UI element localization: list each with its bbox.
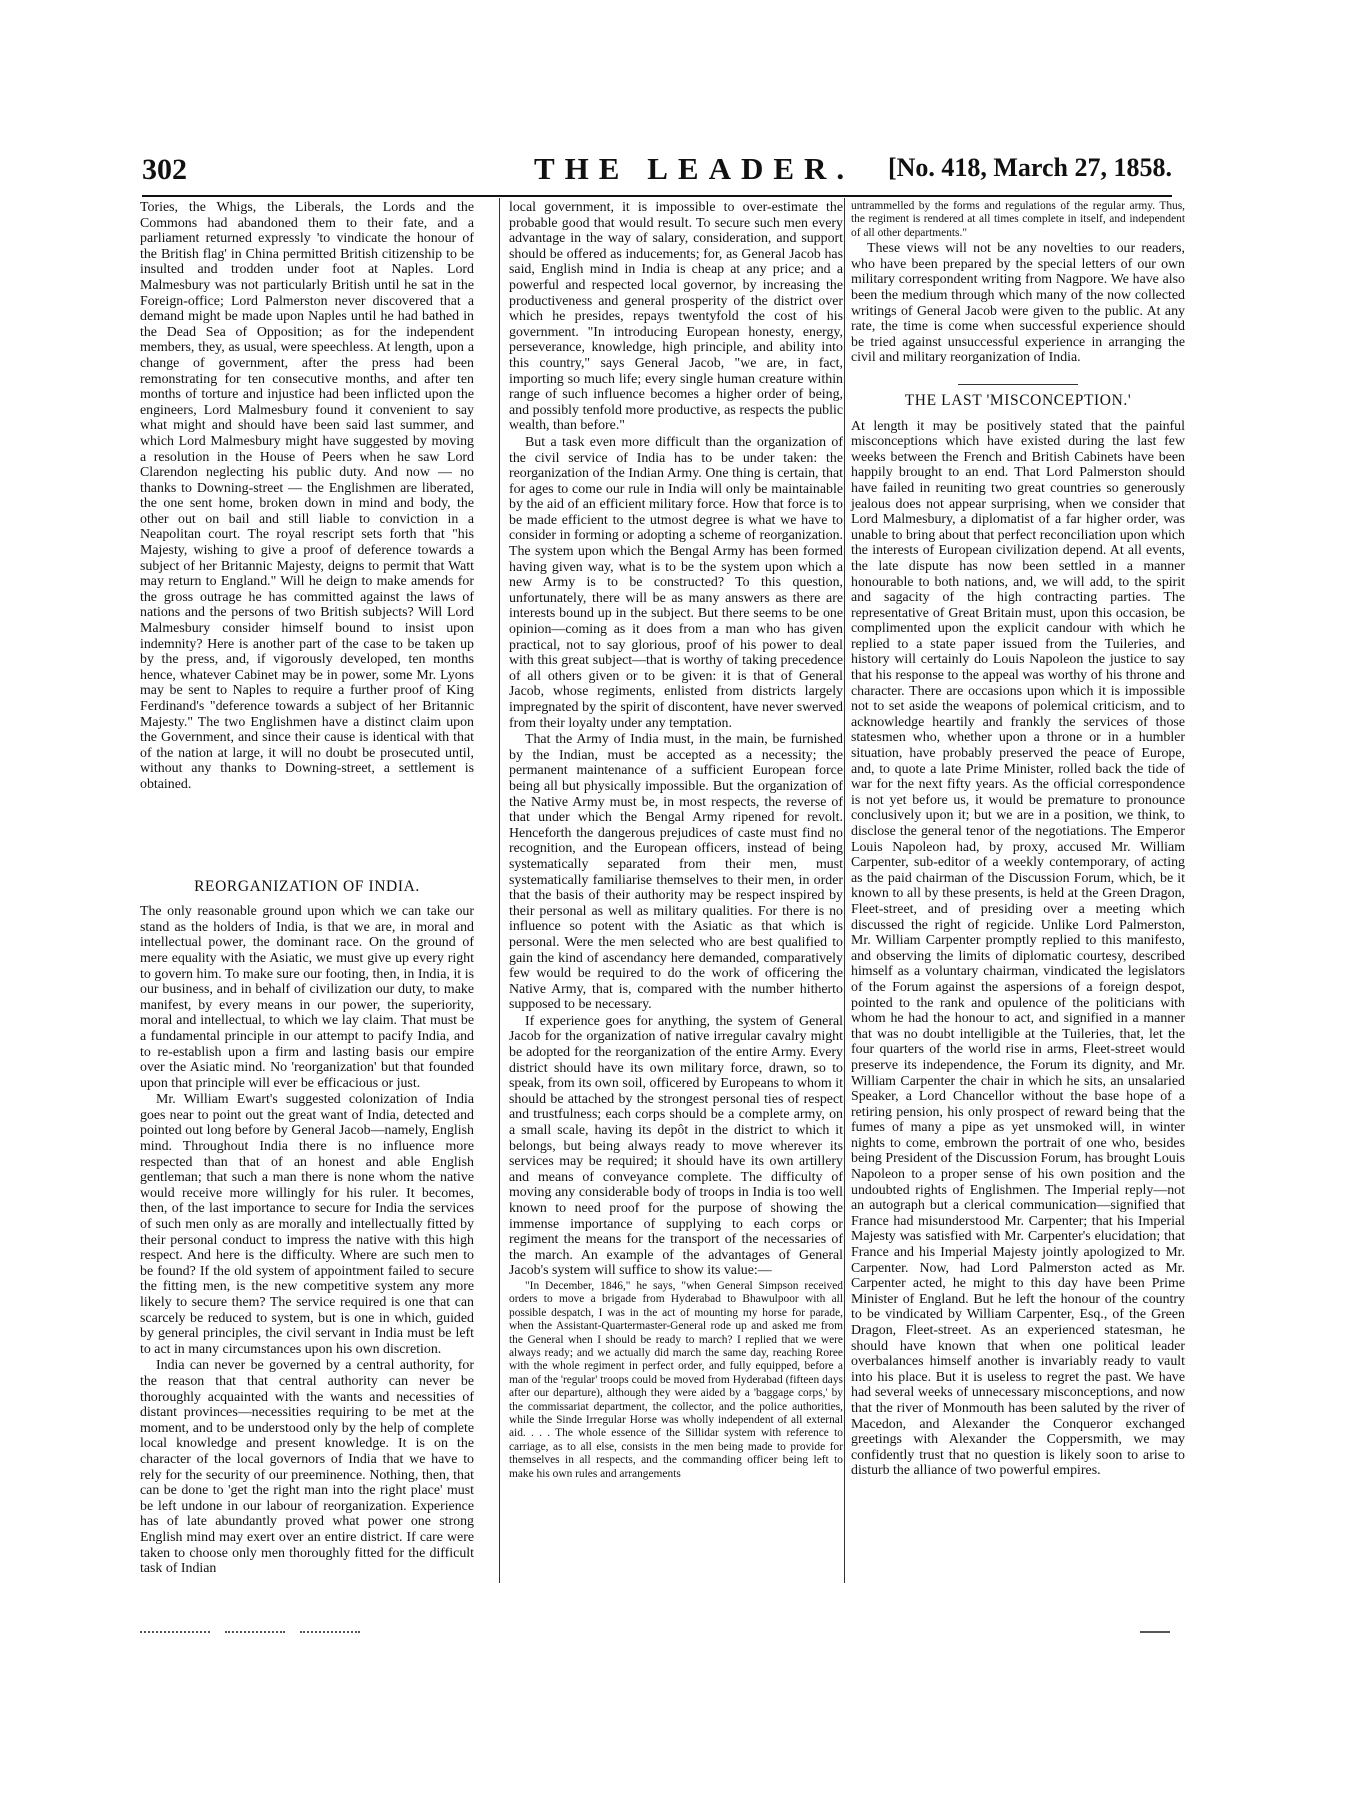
newspaper-title: THE LEADER. bbox=[534, 151, 855, 186]
paragraph: These views will not be any novelties to our readers, who have been prepared by the special letters of our own military correspondent writing from Nagpore. We have also been the medium through which many of the now collected writings of General Jacob were given to the public. At any rate, the time is come when successful experience should be tried against unsuccessful experience in arranging the civil and military reorganization of India. bbox=[851, 241, 1185, 366]
column-3 bbox=[851, 200, 1185, 1480]
ink-mark bbox=[300, 1631, 360, 1633]
masthead bbox=[142, 145, 1172, 195]
heading-reorganization-of-india: REORGANIZATION OF INDIA. bbox=[194, 877, 420, 895]
column-1 bbox=[140, 200, 474, 1578]
masthead-rule bbox=[142, 195, 1172, 197]
article-continuation: Tories, the Whigs, the Liberals, the Lords and the Commons had abandoned them to their fate, and a parliament returned expressly 'to vindicate the honour of the British flag' in China permitted British citizenship to be insulted and trodden under foot at Naples. Lord Malmesbury was not particularly British until he sat in the Foreign-office; Lord Palmerston never discovered that a demand might be made upon Naples until he had bathed in the Dead Sea of Opposition; as for the independent members, they, as usual, were speechless. At length, upon a change of government, after the press had been remonstrating for ten consecutive months, and after ten months of torture and injustice had been inflicted upon the engineers, Lord Malmesbury found it convenient to say what might and should have been said last summer, and which Lord Malmesbury might have suggested by moving a resolution in the House of Peers when he saw Lord Clarendon neglecting his public duty. And now — no thanks to Downing-street — the Englishmen are liberated, the one sent home, broken down in mind and body, the other out on bail and still liable to conviction in a Neapolitan court. The royal rescript sets forth that "his Majesty, wishing to give a proof of deference towards a subject of her Britannic Majesty, deigns to permit that Watt may return to England." Will he deign to make amends for the gross outrage he has committed against the laws of nations and the persons of two British subjects? Will Lord Malmesbury consider himself bound to insist upon indemnity? Here is another part of the case to be taken up by the press, and, if vigorously developed, ten months hence, whatever Cabinet may be in power, some Mr. Lyons may be sent to Naples to require a further proof of King Ferdinand's "deference towards a subject of her Britannic Majesty." The two Englishmen have a distinct claim upon the Government, and since their cause is identical with that of the nation at large, it will no doubt be prosecuted until, without any thanks to Downing-street, a settlement is obtained. bbox=[140, 200, 474, 792]
heading-the-last-misconception: THE LAST 'MISCONCEPTION.' bbox=[904, 391, 1132, 409]
block-quote: "In December, 1846," he says, "when General Simpson received orders to move a brigade from Hyderabad to Bhawulpoor with all possible despatch, I was in the act of mounting my horse for parade, when the Assistant-Quartermaster-General rode up and asked me from the General when I should be ready to march? I replied that we were always ready; and we actually did march the same day, reaching Roree with the whole regiment in perfect order, and fully equipped, before a man of the 'regular' troops could be moved from Hyderabad (fifteen days after our departure), although they were aided by a 'baggage corps,' by the commissariat department, the collector, and the police authorities, while the Sinde Irregular Horse was wholly independent of all external aid. . . . The whole essence of the Sillidar system with reference to carriage, as to all else, consists in the men being made to provide for themselves in all respects, and the commanding officer being left to make his own rules and arrangements bbox=[509, 1279, 843, 1480]
page-bottom-marks bbox=[0, 1631, 1351, 1645]
column-separator bbox=[499, 198, 500, 1583]
page-number: 302 bbox=[142, 153, 187, 186]
paragraph: India can never be governed by a central authority, for the reason that that central authority can never be thoroughly acquainted with the wants and necessities of distant provinces—necessities requiring to be met at the moment, and to be understood only by the help of complete local knowledge and present knowledge. It is on the character of the local governors of India that we have to rely for the security of our preeminence. Nothing, then, that can be done to 'get the right man into the right place' must be left undone in our labour of reorganization. Experience has of late abundantly proved what power one strong English mind may exert over an entire district. If care were taken to choose only men thoroughly fitted for the difficult task of Indian bbox=[140, 1358, 474, 1577]
ink-mark bbox=[140, 1631, 210, 1633]
ink-mark bbox=[225, 1631, 285, 1633]
paragraph: The only reasonable ground upon which we can take our stand as the holders of India, is that we are, in moral and intellectual power, the dominant race. On the ground of mere equality with the Asiatic, we must give up every right to govern him. To make sure our footing, then, in India, it is our business, and in behalf of civilization our duty, to make manifest, by every means in our power, the superiority, moral and intellectual, to which we lay claim. That must be a fundamental principle in our attempt to pacify India, and to re-establish upon a firm and lasting basis our empire over the Asiatic mind. No 'reorganization' but that founded upon that principle will ever be efficacious or just. bbox=[140, 904, 474, 1091]
column-2 bbox=[509, 200, 843, 1482]
block-quote-end: untrammelled by the forms and regulations of the regular army. Thus, the regiment is rendered at all times complete in itself, and independent of all other departments." bbox=[851, 200, 1185, 239]
issue-date: [No. 418, March 27, 1858. bbox=[887, 153, 1172, 182]
ink-mark bbox=[1140, 1631, 1170, 1633]
column-separator bbox=[844, 198, 845, 1583]
paragraph: But a task even more difficult than the organization of the civil service of India has to be under taken: the reorganization of the Indian Army. One thing is certain, that for ages to come our rule in India will only be maintainable by the aid of an efficient military force. How that force is to be made efficient to the utmost degree is what we have to consider in forming or adopting a scheme of reorganization. The system upon which the Bengal Army has been formed having given way, what is to be the system upon which a new Army is to be constructed? To this question, unfortunately, there will be as many answers as there are interests bound up in the subject. But there seems to be one opinion—coming as it does from a man who has given practical, not to say glorious, proof of his power to deal with this great subject—that is worthy of taking precedence of all others given or to be given: it is that of General Jacob, whose regiments, enlisted from districts largely impregnated by the spirit of discontent, have never swerved from their loyalty under any temptation. bbox=[509, 434, 843, 731]
section-divider bbox=[958, 384, 1078, 385]
paragraph: If experience goes for anything, the system of General Jacob for the organization of native irregular cavalry might be adopted for the reorganization of the entire Army. Every district should have its own military force, drawn, so to speak, from its own soil, officered by Europeans to whom it should be attached by the strongest personal ties of respect and trustfulness; each corps should be a complete army, on a small scale, having its depôt in the district to which it belongs, but being always ready to move wherever its services may be required; it should have its own artillery and means of conveyance complete. The difficulty of moving any considerable body of troops in India is too well known to need proof for the purpose of showing the immense importance of supplying to each corps or regiment the means for the transport of the necessaries of the march. An example of the advantages of General Jacob's system will suffice to show its value:— bbox=[509, 1013, 843, 1279]
paragraph: local government, it is impossible to over-estimate the probable good that would result. To secure such men every advantage in the way of salary, consideration, and support should be offered as inducements; for, as General Jacob has said, English mind in India is cheap at any price; and a powerful and respected local governor, by increasing the productiveness and general prosperity of the district over which he presides, repays twentyfold the cost of his government. "In introducing European honesty, energy, perseverance, knowledge, high principle, and ability into this country," says General Jacob, "we are, in fact, importing so much life; every single human creature within range of such influence becomes a higher order of being, and possibly tenfold more productive, as respects the public wealth, than before." bbox=[509, 200, 843, 434]
paragraph: That the Army of India must, in the main, be furnished by the Indian, must be accepted as a necessity; the permanent maintenance of a sufficient European force being all but physically impossible. But the organization of the Native Army must be, in most respects, the reverse of that under which the Bengal Army ripened for revolt. Henceforth the dangerous prejudices of caste must find no recognition, and the European officers, instead of being systematically separated from their men, must systematically familiarise themselves to their men, in order that the basis of their authority may be respect inspired by their personal as well as military qualities. For there is no influence so potent with the Asiatic as that which is personal. Were the men selected who are best qualified to gain the kind of ascendancy here demanded, comparatively few would be required to do the work of officering the Native Army, that is, compared with the number hitherto supposed to be necessary. bbox=[509, 732, 843, 1013]
paragraph: At length it may be positively stated that the painful misconceptions which have existed during the last few weeks between the French and British Cabinets have been happily brought to an end. That Lord Palmerston should have failed in reuniting two great countries so generously jealous does not appear surprising, when we consider that Lord Malmesbury, a diplomatist of a far higher order, was unable to bring about that perfect reconciliation upon which the interests of European civilization depend. At all events, the late dispute has now been settled in a manner honourable to both nations, and, we will add, to the spirit and sagacity of the high contracting parties. The representative of Great Britain must, upon this occasion, be complimented upon the explicit candour with which he replied to a state paper issued from the Tuileries, and history will certainly do Louis Napoleon the justice to say that his response to the appeal was worthy of his throne and character. There are occasions upon which it is impossible not to set aside the weapons of polemical criticism, and to acknowledge heartily and frankly the services of those statesmen who, whether upon a throne or in a humbler situation, have probably preserved the peace of Europe, and, to quote a late Prime Minister, rolled back the tide of war for the next fifty years. As the official correspondence is not yet before us, it would be premature to pronounce conclusively upon it; but we are in a position, we think, to disclose the general tenor of the negotiations. The Emperor Louis Napoleon had, by proxy, accused Mr. William Carpenter, sub-editor of a weekly contemporary, of acting as the paid chairman of the Discussion Forum, which, be it known to all by these presents, is held at the Green Dragon, Fleet-street, and of presiding over a meeting which discussed the right of regicide. Unlike Lord Palmerston, Mr. William Carpenter promptly replied to this manifesto, and observing the limits of diplomatic courtesy, described himself as a voluntary chairman, vindicated the legislators of the Forum against the aspersions of a foreign despot, pointed to the rank and opulence of the politicians with whom he had the honour to act, and signified in a manner that was no doubt intelligible at the Tuileries, that, let the four quarters of the world rise in arms, Fleet-street would preserve its independence, the Forum its dignity, and Mr. William Carpenter the chair in which he sits, an unsalaried Speaker, a Lord Chancellor without the base hope of a retiring pension, his only prospect of reward being that the fumes of many a pipe as yet unsmoked will, in winter nights to come, embrown the portrait of one who, besides being President of the Discussion Forum, has brought Louis Napoleon to a proper sense of his own position and the undoubted rights of Englishmen. The Imperial reply—not an autograph but a clerical communication—signified that France had misunderstood Mr. Carpenter; that his Imperial Majesty was satisfied with Mr. Carpenter's elucidation; that France and his Imperial Majesty jointly apologized to Mr. Carpenter. Now, had Lord Palmerston acted as Mr. Carpenter acted, he might to this day have been Prime Minister of England. But he left the honour of the country to be vindicated by William Carpenter, Esq., of the Green Dragon, Fleet-street. As an experienced statesman, he should have known that when one political leader overbalances himself another is invariably ready to vault into his place. But it is useless to regret the past. We have had several weeks of unnecessary misconceptions, and now that the river of Monmouth has been saluted by the river of Macedon, and Alexander the Conqueror exchanged greetings with Alexander the Coppersmith, we may confidently trust that no question is likely soon to arise to disturb the alliance of two powerful empires. bbox=[851, 418, 1185, 1479]
paragraph: Mr. William Ewart's suggested colonization of India goes near to point out the great want of India, detected and pointed out long before by General Jacob—namely, English mind. Throughout India there is no influence more respected than that of an honest and able English gentleman; that such a man there is none whom the native would receive more willingly for his ruler. It becomes, then, of the last importance to secure for India the services of such men only as are morally and intellectually fitted by their personal conduct to impress the native with this high respect. And here is the difficulty. Where are such men to be found? If the old system of appointment failed to secure the fitting men, is the new competitive system any more likely to secure them? The service required is one that can scarcely be reduced to system, but is one in which, guided by general principles, the civil servant in India must be left to act in many circumstances upon his own discretion. bbox=[140, 1092, 474, 1357]
